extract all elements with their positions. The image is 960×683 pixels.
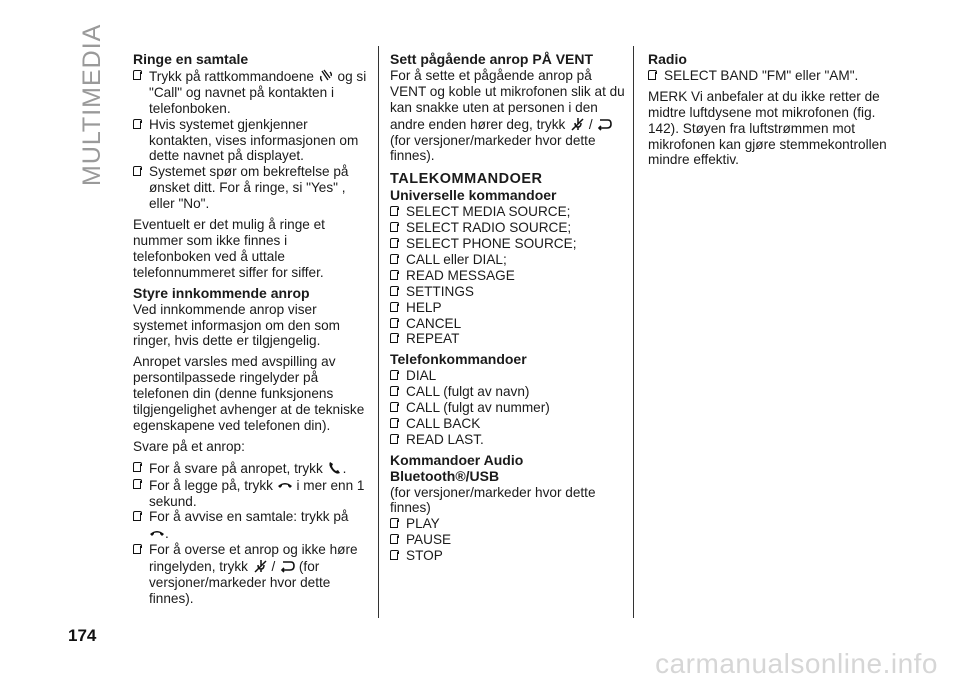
bullet-icon <box>133 119 145 128</box>
list-item <box>390 284 625 300</box>
bullet-icon <box>390 418 402 427</box>
list-item-text: . <box>165 526 169 542</box>
bullet-icon <box>648 70 660 79</box>
column-2 <box>390 52 625 564</box>
list-item <box>390 236 625 252</box>
list-item <box>390 548 625 564</box>
list-item-text: For å legge på, trykk <box>149 477 273 493</box>
bullet-icon <box>133 70 145 79</box>
phone-commands-list <box>390 368 625 448</box>
list-item-text: REPEAT <box>406 331 460 347</box>
list-item-text: Hvis systemet gjenkjenner kontakten, vises informasjonen om dette navnet på displayet. <box>149 116 359 164</box>
list-item-text: SELECT BAND "FM" eller "AM". <box>664 67 859 83</box>
list-item <box>133 460 368 477</box>
list-item <box>390 384 625 400</box>
bullet-icon <box>390 206 402 215</box>
bullet-icon <box>390 534 402 543</box>
paragraph: (for versjoner/markeder hvor dette finnes) <box>390 484 596 516</box>
list-item-text: CALL (fulgt av nummer) <box>406 400 550 416</box>
list-item <box>390 400 625 416</box>
list-item-text: PLAY <box>406 516 440 532</box>
list-item-text: SELECT PHONE SOURCE; <box>406 235 577 251</box>
list-item-text: og si "Call" og navnet på kontakten i telefonboken. <box>149 68 367 116</box>
list-item-text: READ LAST. <box>406 431 484 447</box>
bullet-icon <box>390 254 402 263</box>
heading-telefonkommandoer: Telefonkommandoer <box>390 351 527 368</box>
column-divider-left <box>378 46 379 618</box>
list-item <box>390 331 625 347</box>
bullet-icon <box>390 302 402 311</box>
audio-commands-list <box>390 516 625 564</box>
heading-styre-innkommende-anrop: Styre innkommende anrop <box>133 284 310 301</box>
phone-answer-icon <box>327 460 343 476</box>
list-item <box>390 368 625 384</box>
list-item-text: (for versjoner/markeder hvor dette finnes). <box>149 559 331 606</box>
heading-talekommandoer: TALEKOMMANDOER <box>390 171 543 188</box>
universal-commands-list <box>390 204 625 347</box>
list-item-text: READ MESSAGE <box>406 267 515 283</box>
list-item <box>390 220 625 236</box>
bullet-icon <box>390 370 402 379</box>
phone-hangup-icon <box>277 477 293 493</box>
list-item-text: PAUSE <box>406 532 452 548</box>
mute-microphone-icon <box>569 116 585 132</box>
paragraph: / <box>588 116 593 132</box>
bullet-icon <box>390 434 402 443</box>
list-item <box>133 477 368 510</box>
list-item-text: CANCEL <box>406 315 462 331</box>
heading-sett-anrop-pa-vent: Sett pågående anrop PÅ VENT <box>390 51 594 67</box>
list-item-text: . <box>342 460 347 476</box>
list-item-text: For å avvise en samtale: trykk på <box>149 509 349 525</box>
paragraph: Ved innkommende anrop viser systemet informasjon om den som ringer, hvis dette er tilgjengelig. <box>133 301 341 349</box>
paragraph: Eventuelt er det mulig å ringe et nummer som ikke finnes i telefonboken ved å uttale telefonnummeret siffer for siffer. <box>133 217 325 280</box>
list-item <box>390 268 625 284</box>
bullet-icon <box>390 550 402 559</box>
bullet-icon <box>133 166 145 175</box>
list-item-text: HELP <box>406 299 442 315</box>
list-item-text: For å svare på anropet, trykk <box>149 460 323 476</box>
bullet-icon <box>390 238 402 247</box>
list-item-text: CALL BACK <box>406 415 481 431</box>
list-item <box>133 68 368 117</box>
bullet-icon <box>390 286 402 295</box>
bullet-icon <box>390 402 402 411</box>
list-item <box>133 117 368 165</box>
bullet-icon <box>390 222 402 231</box>
list-item <box>390 532 625 548</box>
heading-universelle-kommandoer: Universelle kommandoer <box>390 187 557 204</box>
list-item-text: SETTINGS <box>406 283 474 299</box>
list-item-text: CALL (fulgt av navn) <box>406 384 530 400</box>
list-item <box>390 252 625 268</box>
bullet-icon <box>133 462 145 471</box>
mute-microphone-icon <box>252 558 268 574</box>
list-item <box>390 432 625 448</box>
bullet-icon <box>390 318 402 327</box>
column-divider-right <box>633 46 634 618</box>
bullet-icon <box>390 333 402 342</box>
bullet-icon <box>390 518 402 527</box>
page-number: 174 <box>68 626 97 645</box>
list-item <box>133 542 368 607</box>
list-item <box>390 316 625 332</box>
paragraph: For å sette et pågående anrop på VENT og koble ut mikrofonen slik at du kan snakke uten at personen i den andre enden hører deg, trykk <box>390 67 625 132</box>
list-item-text: SELECT MEDIA SOURCE; <box>406 204 571 220</box>
list-item <box>390 516 625 532</box>
list-item <box>133 164 368 212</box>
voice-command-icon <box>318 68 334 84</box>
list-item <box>133 509 368 542</box>
column-3 <box>648 52 888 168</box>
back-arrow-icon <box>596 116 612 132</box>
back-arrow-icon <box>279 558 295 574</box>
list-item-text: SELECT RADIO SOURCE; <box>406 220 572 236</box>
bullet-icon <box>133 544 145 553</box>
list-item <box>648 68 888 84</box>
list-item-text: Systemet spør om bekreftelse på ønsket ditt. For å ringe, si "Yes" , eller "No". <box>149 164 349 212</box>
bullet-icon <box>133 479 145 488</box>
list-item <box>390 204 625 220</box>
heading-kommandoer-audio: Kommandoer Audio Bluetooth®/USB <box>390 451 524 484</box>
list-item-text: STOP <box>406 548 443 564</box>
bullet-icon <box>390 270 402 279</box>
list-item <box>390 416 625 432</box>
list-item <box>390 300 625 316</box>
note-paragraph: MERK Vi anbefaler at du ikke retter de midtre luftdysene mot mikrofonen (fig. 142). Støyen fra luftstrømmen mot mikrofonen kan gjøre stemmekontrollen mindre effektiv. <box>648 88 887 168</box>
list-item-text: / <box>271 559 276 575</box>
section-side-title: MULTIMEDIA <box>78 23 106 186</box>
paragraph: Svare på et anrop: <box>133 438 245 454</box>
paragraph: Anropet varsles med avspilling av persontilpassede ringelyder på telefonen din (denne funksjonens tilgjengelighet avhenger at de tekniske egenskapene ved telefonen din). <box>133 354 365 433</box>
heading-radio: Radio <box>648 51 687 67</box>
bullet-icon <box>390 386 402 395</box>
list-item-text: CALL eller DIAL; <box>406 251 507 267</box>
watermark: carmanualsonline.info <box>655 648 938 679</box>
bullet-icon <box>133 511 145 520</box>
list-item-text: i mer enn 1 sekund. <box>149 477 365 509</box>
column-1 <box>133 52 368 607</box>
heading-ringe-en-samtale: Ringe en samtale <box>133 51 249 67</box>
list-item-text: For å overse et anrop og ikke høre ringelyden, trykk <box>149 542 358 575</box>
paragraph: (for versjoner/markeder hvor dette finnes). <box>390 132 596 164</box>
list-item-text: DIAL <box>406 368 437 384</box>
phone-hangup-icon <box>149 525 165 541</box>
list-item-text: Trykk på rattkommandoene <box>149 68 314 84</box>
